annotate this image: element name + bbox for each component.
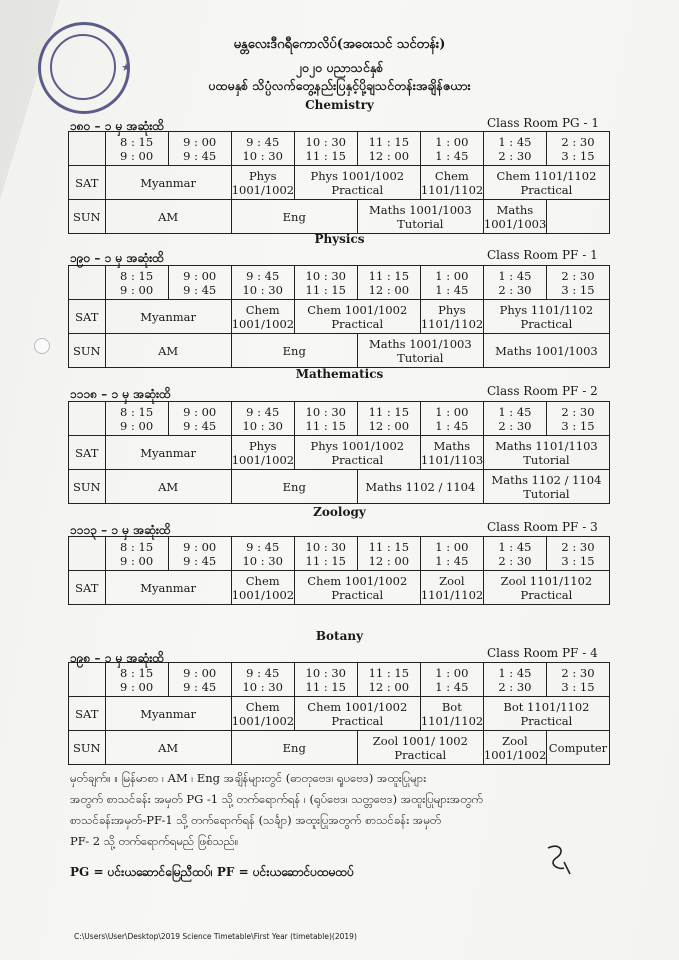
time-slot <box>357 266 420 300</box>
time-end: 10 : 30 <box>242 418 283 433</box>
day-row <box>69 334 610 368</box>
day-label: SAT <box>69 697 106 731</box>
corner-cell <box>69 402 106 436</box>
batch-range: ၁၉၀ – ၁ မှ အဆုံးထိ <box>70 251 164 265</box>
time-start: 11 : 15 <box>368 539 410 554</box>
time-start: 2 : 30 <box>561 665 595 680</box>
time-end: 9 : 45 <box>183 418 217 433</box>
time-end: 11 : 15 <box>305 553 346 568</box>
section-title-chemistry: Chemistry <box>305 98 374 112</box>
batch-range: ၁၉၈ – ၁ မှ အဆုံးထိ <box>70 651 164 665</box>
time-end: 12 : 00 <box>368 148 410 163</box>
time-end: 9 : 45 <box>183 282 217 297</box>
subject-cell: Phys 1001/1002 <box>231 436 294 470</box>
time-slot <box>105 663 168 697</box>
time-start: 2 : 30 <box>561 268 595 283</box>
subject-cell: Chem 1001/1002 <box>231 697 294 731</box>
time-end: 1 : 45 <box>435 553 469 568</box>
batch-range: ၁၁၁၃ – ၁ မှ အဆုံးထိ <box>70 523 171 537</box>
day-label: SAT <box>69 166 106 200</box>
subject-cell: Computer <box>546 731 609 765</box>
time-start: 9 : 00 <box>183 134 217 149</box>
timetable-zoology <box>68 536 610 605</box>
time-header-row <box>69 132 610 166</box>
timetable-physics <box>68 265 610 368</box>
day-label: SUN <box>69 334 106 368</box>
time-slot <box>294 663 357 697</box>
subject-cell: Myanmar <box>105 571 231 605</box>
time-end: 9 : 00 <box>120 148 154 163</box>
time-slot <box>483 402 546 436</box>
time-slot <box>105 266 168 300</box>
time-start: 8 : 15 <box>120 134 154 149</box>
time-end: 3 : 15 <box>561 679 595 694</box>
time-slot <box>357 132 420 166</box>
batch-range: ၁၈၀ – ၁ မှ အဆုံးထိ <box>70 119 164 133</box>
time-start: 10 : 30 <box>305 404 346 419</box>
time-start: 10 : 30 <box>305 665 346 680</box>
day-label: SUN <box>69 731 106 765</box>
time-slot <box>483 266 546 300</box>
subject-cell: Eng <box>231 731 357 765</box>
time-start: 8 : 15 <box>120 268 154 283</box>
time-end: 3 : 15 <box>561 282 595 297</box>
timetable-botany <box>68 662 610 765</box>
time-end: 9 : 45 <box>183 679 217 694</box>
subject-cell: Eng <box>231 334 357 368</box>
remarks-line: အတွက် စာသင်ခန်း အမှတ် PG -1 သို့ တက်ရောက်ရန် ၊ (ရုပ်ဗေဒ၊ သတ္တဗေဒ) အထူးပြုများအတွက် <box>70 792 483 806</box>
subject-cell: Phys 1001/1002 Practical <box>294 436 420 470</box>
time-start: 9 : 00 <box>183 404 217 419</box>
subject-cell: Chem 1001/1002 Practical <box>294 300 420 334</box>
time-end: 1 : 45 <box>435 148 469 163</box>
time-end: 11 : 15 <box>305 418 346 433</box>
subject-cell: AM <box>105 200 231 234</box>
room-legend: PG = ပင်းယဆောင်မြေညီထပ်၊ PF = ပင်းယဆောင်ပထမထပ် <box>70 865 354 879</box>
time-start: 2 : 30 <box>561 404 595 419</box>
time-end: 12 : 00 <box>368 679 410 694</box>
day-row <box>69 300 610 334</box>
time-slot <box>105 402 168 436</box>
class-room: Class Room PF - 3 <box>487 520 598 534</box>
time-start: 1 : 45 <box>498 268 532 283</box>
subject-cell: Chem 1001/1002 Practical <box>294 571 420 605</box>
time-end: 9 : 00 <box>120 418 154 433</box>
subject-cell: Maths 1001/1003 Tutorial <box>357 334 483 368</box>
punch-hole <box>34 338 50 354</box>
time-end: 1 : 45 <box>435 282 469 297</box>
time-slot <box>105 537 168 571</box>
time-slot <box>357 663 420 697</box>
class-room: Class Room PF - 1 <box>487 248 598 262</box>
time-end: 10 : 30 <box>242 148 283 163</box>
time-slot <box>105 132 168 166</box>
time-start: 9 : 45 <box>246 134 280 149</box>
subject-cell: Zool 1101/1102 <box>420 571 483 605</box>
time-slot <box>294 132 357 166</box>
subject-cell: Myanmar <box>105 300 231 334</box>
time-end: 9 : 00 <box>120 679 154 694</box>
subject-cell: Phys 1101/1102 <box>420 300 483 334</box>
time-start: 8 : 15 <box>120 539 154 554</box>
subject-cell: Maths 1102 / 1104 Tutorial <box>483 470 609 504</box>
remarks-line: စာသင်ခန်းအမှတ်-PF-1 သို့ တက်ရောက်ရန် (သင်္ချာ) အထူးပြုအတွက် စာသင်ခန်း အမှတ် <box>70 813 442 827</box>
time-start: 2 : 30 <box>561 134 595 149</box>
time-slot <box>357 402 420 436</box>
time-end: 2 : 30 <box>498 553 532 568</box>
time-start: 10 : 30 <box>305 134 346 149</box>
time-end: 9 : 45 <box>183 148 217 163</box>
time-slot <box>357 537 420 571</box>
time-slot <box>420 266 483 300</box>
time-end: 11 : 15 <box>305 282 346 297</box>
time-start: 11 : 15 <box>368 665 410 680</box>
timetable-chemistry <box>68 131 610 234</box>
subject-cell: Bot 1101/1102 <box>420 697 483 731</box>
time-slot <box>294 537 357 571</box>
time-slot <box>231 663 294 697</box>
subject-cell: Bot 1101/1102 Practical <box>483 697 609 731</box>
subject-cell: Maths 1001/1003 <box>483 334 609 368</box>
time-slot <box>483 132 546 166</box>
time-slot <box>231 402 294 436</box>
time-slot <box>231 132 294 166</box>
section-title-physics: Physics <box>314 232 365 246</box>
time-end: 2 : 30 <box>498 282 532 297</box>
time-start: 2 : 30 <box>561 539 595 554</box>
file-path-footer: C:\Users\User\Desktop\2019 Science Timetable\First Year (timetable)(2019) <box>74 932 357 941</box>
class-room: Class Room PF - 4 <box>487 646 598 660</box>
section-title-botany: Botany <box>315 629 364 643</box>
day-label: SUN <box>69 200 106 234</box>
corner-cell <box>69 663 106 697</box>
subject-cell: Phys 1101/1102 Practical <box>483 300 609 334</box>
subject-cell: Maths 1102 / 1104 <box>357 470 483 504</box>
time-end: 2 : 30 <box>498 679 532 694</box>
day-label: SAT <box>69 300 106 334</box>
time-end: 10 : 30 <box>242 282 283 297</box>
subject-cell: Chem 1001/1002 <box>231 300 294 334</box>
subject-cell: Chem 1001/1002 Practical <box>294 697 420 731</box>
subject-cell <box>546 200 609 234</box>
subject-cell: AM <box>105 334 231 368</box>
time-end: 12 : 00 <box>368 553 410 568</box>
time-end: 12 : 00 <box>368 418 410 433</box>
time-start: 11 : 15 <box>368 268 410 283</box>
time-start: 1 : 00 <box>435 539 469 554</box>
time-end: 2 : 30 <box>498 148 532 163</box>
time-end: 10 : 30 <box>242 679 283 694</box>
time-slot <box>420 663 483 697</box>
time-end: 11 : 15 <box>305 148 346 163</box>
time-end: 10 : 30 <box>242 553 283 568</box>
time-end: 1 : 45 <box>435 418 469 433</box>
subject-cell: Maths 1001/1003 Tutorial <box>357 200 483 234</box>
day-label: SAT <box>69 436 106 470</box>
time-start: 9 : 45 <box>246 268 280 283</box>
day-row <box>69 166 610 200</box>
time-slot <box>168 132 231 166</box>
time-end: 11 : 15 <box>305 679 346 694</box>
timetable-title: ပထမနှစ် သိပ္ပံလက်တွေ့နည်းပြနှင့်ပို့ချသင်တန်းအချိန်ဇယား <box>208 78 471 93</box>
time-start: 1 : 45 <box>498 134 532 149</box>
corner-cell <box>69 266 106 300</box>
subject-cell: Zool 1001/1002 <box>483 731 546 765</box>
time-header-row <box>69 663 610 697</box>
time-end: 1 : 45 <box>435 679 469 694</box>
time-slot <box>168 663 231 697</box>
time-slot <box>294 402 357 436</box>
time-start: 8 : 15 <box>120 404 154 419</box>
subject-cell: Chem 1101/1102 Practical <box>483 166 609 200</box>
time-start: 9 : 00 <box>183 665 217 680</box>
time-slot <box>294 266 357 300</box>
subject-cell: Eng <box>231 200 357 234</box>
timetable-mathematics <box>68 401 610 504</box>
subject-cell: Zool 1101/1102 Practical <box>483 571 609 605</box>
college-title: မန္တလေးဒီဂရီကောလိပ်(အဝေးသင် သင်တန်း) <box>233 37 446 52</box>
remarks-line: မှတ်ချက်။ ။ မြန်မာစာ ၊ AM ၊ Eng အချိန်များတွင် (ဓာတုဗေဒ၊ ရူပဗေဒ) အထူးပြုများ <box>70 771 427 785</box>
class-room: Class Room PG - 1 <box>487 116 599 130</box>
day-row <box>69 470 610 504</box>
time-start: 9 : 45 <box>246 665 280 680</box>
day-row <box>69 200 610 234</box>
batch-range: ၁၁၁၈ – ၁ မှ အဆုံးထိ <box>70 387 171 401</box>
subject-cell: Maths 1101/1103 Tutorial <box>483 436 609 470</box>
corner-cell <box>69 537 106 571</box>
subject-cell: AM <box>105 470 231 504</box>
time-slot <box>231 266 294 300</box>
time-start: 9 : 45 <box>246 404 280 419</box>
class-room: Class Room PF - 2 <box>487 384 598 398</box>
subject-cell: Myanmar <box>105 697 231 731</box>
day-row <box>69 571 610 605</box>
time-start: 8 : 15 <box>120 665 154 680</box>
time-start: 10 : 30 <box>305 539 346 554</box>
time-slot <box>546 663 609 697</box>
section-title-zoology: Zoology <box>313 505 366 519</box>
time-slot <box>420 537 483 571</box>
time-end: 12 : 00 <box>368 282 410 297</box>
day-label: SAT <box>69 571 106 605</box>
signature-mark <box>540 840 580 880</box>
day-row <box>69 731 610 765</box>
time-header-row <box>69 266 610 300</box>
time-slot <box>546 402 609 436</box>
corner-cell <box>69 132 106 166</box>
time-start: 11 : 15 <box>368 404 410 419</box>
time-slot <box>420 402 483 436</box>
day-row <box>69 436 610 470</box>
time-slot <box>483 663 546 697</box>
time-header-row <box>69 537 610 571</box>
subject-cell: Eng <box>231 470 357 504</box>
time-slot <box>546 132 609 166</box>
time-slot <box>546 266 609 300</box>
time-slot <box>168 402 231 436</box>
time-start: 1 : 00 <box>435 134 469 149</box>
time-end: 3 : 15 <box>561 553 595 568</box>
time-end: 3 : 15 <box>561 418 595 433</box>
subject-cell: Maths 1101/1103 <box>420 436 483 470</box>
day-row <box>69 697 610 731</box>
seal-star-icon: ★ <box>121 61 131 74</box>
time-slot <box>231 537 294 571</box>
time-end: 3 : 15 <box>561 148 595 163</box>
time-start: 1 : 00 <box>435 268 469 283</box>
subject-cell: Chem 1101/1102 <box>420 166 483 200</box>
remarks-line: PF- 2 သို့ တက်ရောက်ရမည် ဖြစ်သည်။ <box>70 834 239 848</box>
time-header-row <box>69 402 610 436</box>
time-end: 9 : 00 <box>120 282 154 297</box>
section-title-mathematics: Mathematics <box>295 367 384 381</box>
time-start: 1 : 00 <box>435 665 469 680</box>
time-end: 2 : 30 <box>498 418 532 433</box>
time-start: 1 : 45 <box>498 404 532 419</box>
day-label: SUN <box>69 470 106 504</box>
subject-cell: Zool 1001/ 1002 Practical <box>357 731 483 765</box>
time-start: 9 : 00 <box>183 539 217 554</box>
subject-cell: Chem 1001/1002 <box>231 571 294 605</box>
time-slot <box>546 537 609 571</box>
time-slot <box>420 132 483 166</box>
time-start: 1 : 45 <box>498 539 532 554</box>
subject-cell: Myanmar <box>105 436 231 470</box>
time-start: 10 : 30 <box>305 268 346 283</box>
time-start: 11 : 15 <box>368 134 410 149</box>
time-start: 1 : 00 <box>435 404 469 419</box>
time-start: 9 : 00 <box>183 268 217 283</box>
academic-year: ၂၀၂၀ ပညာသင်နှစ် <box>295 60 384 75</box>
time-slot <box>168 537 231 571</box>
subject-cell: AM <box>105 731 231 765</box>
subject-cell: Phys 1001/1002 Practical <box>294 166 420 200</box>
time-start: 1 : 45 <box>498 665 532 680</box>
subject-cell: Phys 1001/1002 <box>231 166 294 200</box>
time-end: 9 : 45 <box>183 553 217 568</box>
subject-cell: Maths 1001/1003 <box>483 200 546 234</box>
time-end: 9 : 00 <box>120 553 154 568</box>
time-start: 9 : 45 <box>246 539 280 554</box>
time-slot <box>168 266 231 300</box>
subject-cell: Myanmar <box>105 166 231 200</box>
time-slot <box>483 537 546 571</box>
